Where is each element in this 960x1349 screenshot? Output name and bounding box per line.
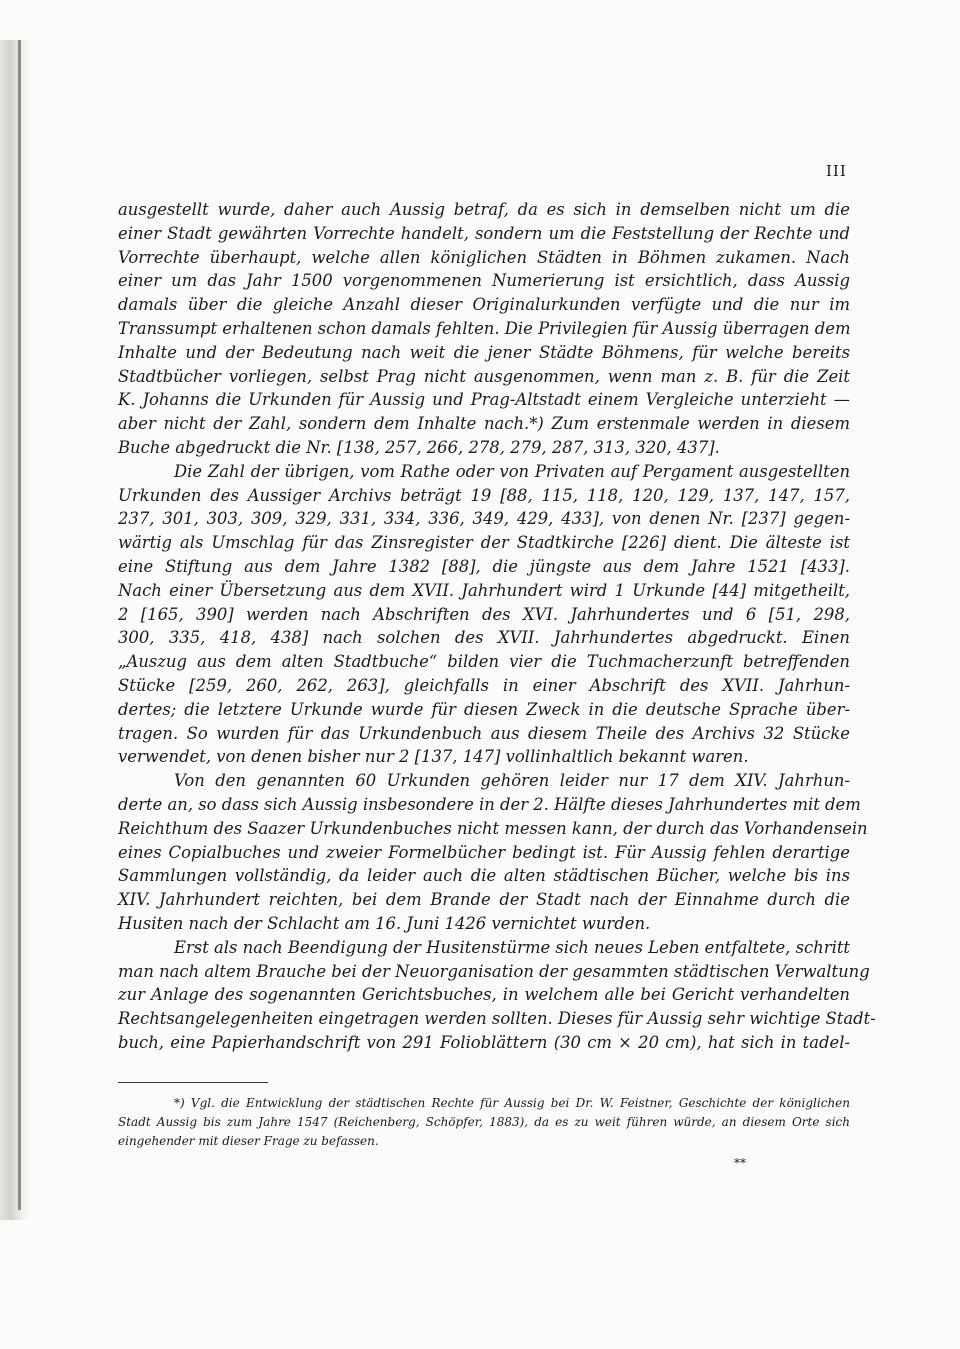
text-line: Transsumpt erhaltenen schon damals fehlten. Die Privilegien für Aussig überragen dem [118,318,851,338]
footnote-line: *) Vgl. die Entwicklung der städtischen Rechte für Aussig bei Dr. W. Feistner, Geschichte der königlichen [174,1096,850,1110]
binding-line [18,40,21,1210]
text-line: Nach einer Übersetzung aus dem XVII. Jahrhundert wird 1 Urkunde [44] mitgetheilt, [118,580,850,600]
binding-edge-shadow [0,40,30,1220]
text-line: Vorrechte überhaupt, welche allen königlichen Städten in Böhmen zukamen. Nach [118,247,850,267]
signature-mark: ** [734,1156,746,1170]
text-line: Urkunden des Aussiger Archivs beträgt 19 [88, 115, 118, 120, 129, 137, 147, 157, [118,485,850,505]
page-number: III [826,162,847,180]
text-line: 300, 335, 418, 438] nach solchen des XVII. Jahrhundertes abgedruckt. Einen [118,628,850,648]
text-line: wärtig als Umschlag für das Zinsregister der Stadtkirche [226] dient. Die älteste ist [118,533,850,553]
text-line: Husiten nach der Schlacht am 16. Juni 1426 vernichtet wurden. [118,913,651,933]
text-line: Inhalte und der Bedeutung nach weit die jener Städte Böhmens, für welche bereits [118,342,850,362]
text-line: Von den genannten 60 Urkunden gehören leider nur 17 dem XIV. Jahrhun- [174,771,850,791]
text-line: Die Zahl der übrigen, vom Rathe oder von Privaten auf Pergament ausgestellten [174,461,850,481]
text-line: damals über die gleiche Anzahl dieser Originalurkunden verfügte und die nur im [118,295,850,315]
text-line: Rechtsangelegenheiten eingetragen werden sollten. Dieses für Aussig sehr wichtige Stadt- [118,1009,876,1029]
text-line: aber nicht der Zahl, sondern dem Inhalte nach.*) Zum erstenmale werden in diesem [118,414,850,434]
text-line: eines Copialbuches und zweier Formelbücher bedingt ist. Für Aussig fehlen derartige [118,842,850,862]
text-line: ausgestellt wurde, daher auch Aussig betraf, da es sich in demselben nicht um die [118,200,850,219]
text-line: verwendet, von denen bisher nur 2 [137, 147] vollinhaltlich bekannt waren. [118,747,749,767]
text-line: einer Stadt gewährten Vorrechte handelt, sondern um die Feststellung der Rechte und [118,223,850,243]
text-line: dertes; die letztere Urkunde wurde für diesen Zweck in die deutsche Sprache über- [118,699,850,719]
text-line: tragen. So wurden für das Urkundenbuch aus diesem Theile des Archivs 32 Stücke [118,723,850,743]
text-line: 237, 301, 303, 309, 329, 331, 334, 336, 349, 429, 433], von denen Nr. [237] gegen- [118,509,850,529]
text-line: Reichthum des Saazer Urkundenbuches nicht messen kann, der durch das Vorhandensein [118,818,868,838]
footnote-line: Stadt Aussig bis zum Jahre 1547 (Reichenberg, Schöpfer, 1883), da es zu weit führen würde, an diesem Orte sich [118,1115,850,1129]
text-line: Sammlungen vollständig, da leider auch die alten städtischen Bücher, welche bis ins [118,866,850,886]
text-line: Erst als nach Beendigung der Husitenstürme sich neues Leben entfaltete, schritt [174,937,850,957]
text-line: „Auszug aus dem alten Stadtbuche“ bilden vier die Tuchmacherzunft betreffenden [118,652,850,672]
text-line: 2 [165, 390] werden nach Abschriften des XVI. Jahrhundertes und 6 [51, 298, [118,604,850,624]
text-line: eine Stiftung aus dem Jahre 1382 [88], die jüngste aus dem Jahre 1521 [433]. [118,556,850,576]
text-line: zur Anlage des sogenannten Gerichtsbuches, in welchem alle bei Gericht verhandelten [118,985,850,1005]
footnote-rule [118,1082,268,1083]
footnote-line: eingehender mit dieser Frage zu befassen. [118,1134,379,1148]
text-line: K. Johanns die Urkunden für Aussig und Prag-Altstadt einem Vergleiche unterzieht — [118,390,850,410]
text-line: einer um das Jahr 1500 vorgenommenen Numerierung ist ersichtlich, dass Aussig [118,271,850,291]
text-line: Stadtbücher vorliegen, selbst Prag nicht ausgenommen, wenn man z. B. für die Zeit [118,366,850,386]
body-text [118,198,876,1055]
text-line: man nach altem Brauche bei der Neuorganisation der gesammten städtischen Verwaltung [118,961,870,981]
text-line: Buche abgedruckt die Nr. [138, 257, 266, 278, 279, 287, 313, 320, 437]. [118,437,720,457]
text-line: Stücke [259, 260, 262, 263], gleichfalls in einer Abschrift des XVII. Jahrhun- [118,675,850,695]
text-line: buch, eine Papierhandschrift von 291 Folioblättern (30 cm × 20 cm), hat sich in tadel- [118,1032,850,1052]
text-line: derte an, so dass sich Aussig insbesondere in der 2. Hälfte dieses Jahrhundertes mit dem [118,794,861,814]
footnote [118,1094,850,1151]
text-line: XIV. Jahrhundert reichten, bei dem Brande der Stadt nach der Einnahme durch die [118,890,850,910]
